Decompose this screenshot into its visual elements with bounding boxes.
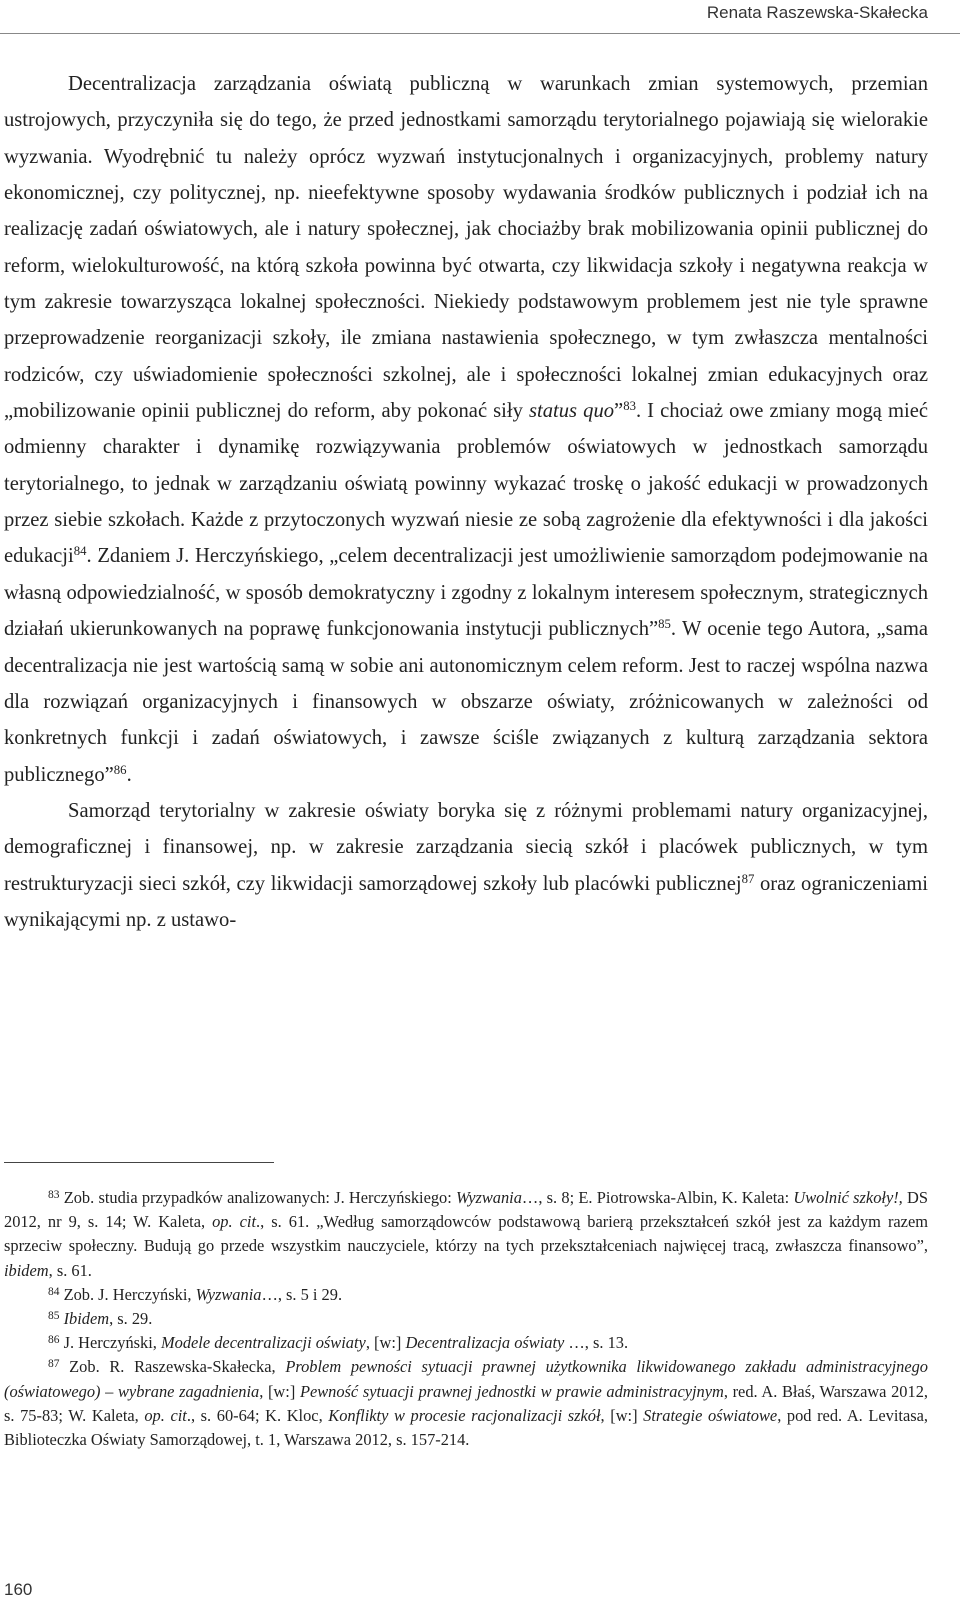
footnotes: [4, 1186, 928, 1452]
footnote-text: Zob. studia przypadków analizowanych: J. Herczyńskiego:: [59, 1188, 457, 1207]
footnote-italic: Strategie oświatowe: [643, 1405, 778, 1425]
text-run: .: [126, 763, 132, 786]
footnote-text: J. Herczyński,: [59, 1333, 161, 1353]
footnote-text: Zob. J. Herczyński,: [59, 1284, 196, 1304]
footnote-italic: Wyzwania: [195, 1284, 262, 1304]
footnote-text: …, s. 5 i 29.: [261, 1284, 343, 1304]
footnote-85: [4, 1307, 928, 1331]
footnote-84: [4, 1283, 928, 1307]
footnote-italic: op. cit: [144, 1405, 187, 1425]
body-paragraph-1: [4, 66, 928, 793]
footnote-text: ., s. 61. „Według samorządowców podstawową barierą przekształceń szkół jest za każdym razem sprzeciw społeczny. Budują go przede wszystkim nauczyciele, którzy na tych przekształceniach najwięcej tracą, zwłaszcza finansowo”,: [4, 1212, 928, 1256]
footnote-italic: Decentralizacja oświaty: [405, 1333, 565, 1353]
footnote-text: DS 2012, nr 9, s. 14; W. Kaleta,: [4, 1188, 928, 1232]
footnote-number: 87: [48, 1358, 60, 1371]
footnote-separator: [4, 1162, 274, 1163]
footnote-text: , red. A. Błaś, Warszawa 2012, s. 75-83; W. Kaleta,: [4, 1381, 928, 1425]
text-run: ”: [614, 400, 624, 423]
footnote-italic: Konflikty w procesie racjonalizacji szkół: [328, 1405, 601, 1425]
text-run: Samorząd terytorialny w zakresie oświaty boryka się z różnymi problemami natury organizacyjnej, demograficznej i finansowej, np. w zakresie zarządzania siecią szkół i placówek publicznych, w tym restrukturyzacji sieci szkół, czy likwidacji samorządowej szkoły lub placówki publicznej: [4, 799, 928, 895]
text-run: . I chociaż owe zmiany mogą mieć odmienny charakter i dynamikę rozwiązywania problemów oświatowych w jednostkach samorządu terytorialnego, to jednak w zarządzaniu oświatą powinny wykazać troskę o jakość edukacji w prowadzonych przez siebie szkołach. Każde z przytoczonych wyzwań niesie ze sobą zagrożenie dla efektywności i dla jakości edukacji: [4, 400, 928, 568]
footnote-86: [4, 1331, 928, 1355]
page-number: 160: [4, 1580, 33, 1599]
footnote-ref-85[interactable]: 85: [658, 617, 671, 632]
footnote-italic: Modele decentralizacji oświaty: [160, 1333, 366, 1353]
footnote-text: , [w:]: [259, 1381, 300, 1401]
footnote-text: ., s. 60-64; K. Kloc,: [186, 1405, 329, 1425]
header-rule: [0, 33, 960, 34]
footnote-ref-83[interactable]: 83: [623, 399, 636, 414]
footnote-number: 86: [48, 1334, 60, 1347]
italic-run: status quo: [529, 400, 615, 423]
text-run: . Zdaniem J. Herczyńskiego, „celem decentralizacji jest umożliwienie samorządom podejmowanie na własną odpowiedzialność, w sposób demokratyczny i zgodny z lokalnym interesem społecznym, strategicznych działań ukierunkowanych na poprawę funkcjonowania instytucji publicznych”: [4, 545, 928, 641]
footnote-ref-87[interactable]: 87: [741, 871, 755, 886]
body-paragraph-2: [4, 793, 928, 938]
text-run: oraz ograniczeniami wynikającymi np. z ustawo-: [4, 872, 928, 931]
footnote-italic: ibidem: [4, 1260, 49, 1280]
text-run: Decentralizacja zarządzania oświatą publiczną w warunkach zmian systemowych, przemian ustrojowych, przyczyniła się do tego, że przed jednostkami samorządu terytorialnego pojawiają się wielorakie wyzwania. Wyodrębnić tu należy oprócz wyzwań instytucjonalnych i organizacyjnych, problemy natury ekonomicznej, czy politycznej, np. nieefektywne sposoby wydawania środków publicznych i podział ich na realizację zadań oświatowych, ale i natury społecznej, jak chociażby brak mobilizowania opinii publicznej do reform, wielokulturowość, na którą szkoła powinna być otwarta, czy likwidacja szkoły i negatywna reakcja w tym zakresie towarzysząca lokalnej społeczności. Niekiedy podstawowym problemem jest nie tyle sprawne przeprowadzenie reorganizacji szkoły, ile zmiana nastawienia społecznego, w tym zwłaszcza mentalności rodziców, czy uświadomienie społeczności szkolnej, ale i społeczności lokalnej zmian edukacyjnych oraz „mobilizowanie opinii publicznej do reform, aby pokonać siły: [4, 73, 928, 423]
running-header-author: Renata Raszewska-Skałecka: [706, 3, 928, 22]
footnote-text: , pod red. A. Levitasa, Biblioteczka Oświaty Samorządowej, t. 1, Warszawa 2012, s. 157-214.: [4, 1405, 928, 1450]
footnote-ref-84[interactable]: 84: [73, 544, 87, 559]
footnote-italic: Wyzwania: [456, 1188, 522, 1207]
footnote-text: Zob. R. Raszewska-Skałecka,: [59, 1357, 286, 1377]
footnote-italic: Problem pewności sytuacji prawnej użytkownika likwidowanego zakładu administracyjnego (oświatowego) – wybrane zagadnienia: [4, 1357, 928, 1401]
main-text: [4, 66, 928, 938]
footnote-number: 84: [48, 1285, 60, 1298]
footnote-italic: op. cit: [212, 1212, 257, 1232]
footnote-87: [4, 1355, 928, 1452]
footnote-ref-86[interactable]: 86: [113, 762, 127, 777]
footnote-number: 83: [48, 1188, 60, 1201]
footnote-text: , [w:]: [365, 1333, 406, 1353]
footnote-text: , [w:]: [600, 1405, 644, 1425]
footnote-text: …, s. 8; E. Piotrowska-Albin, K. Kaleta:: [521, 1188, 794, 1207]
footnote-italic: Ibidem: [63, 1309, 110, 1329]
footnote-italic: Pewność sytuacji prawnej jednostki w prawie administracyjnym: [299, 1381, 724, 1401]
footnote-italic: Uwolnić szkoły!,: [793, 1188, 903, 1207]
footnote-text: …, s. 13.: [564, 1333, 629, 1353]
text-run: . W ocenie tego Autora, „sama decentralizacja nie jest wartością samą w sobie ani autonomicznym celem reform. Jest to raczej wspólna nazwa dla rozwiązań organizacyjnych i finansowych w obszarze oświaty, zróżnicowanych w zależności od konkretnych funkcji i zadań oświatowych, i zawsze ściśle związanych z kulturą zarządzania sektora publicznego”: [4, 618, 928, 786]
footnote-number: 85: [48, 1309, 60, 1322]
footnote-83: [4, 1186, 928, 1283]
footnote-text: , s. 29.: [109, 1309, 153, 1329]
footnote-text: , s. 61.: [48, 1260, 92, 1280]
running-header: [0, 0, 960, 34]
